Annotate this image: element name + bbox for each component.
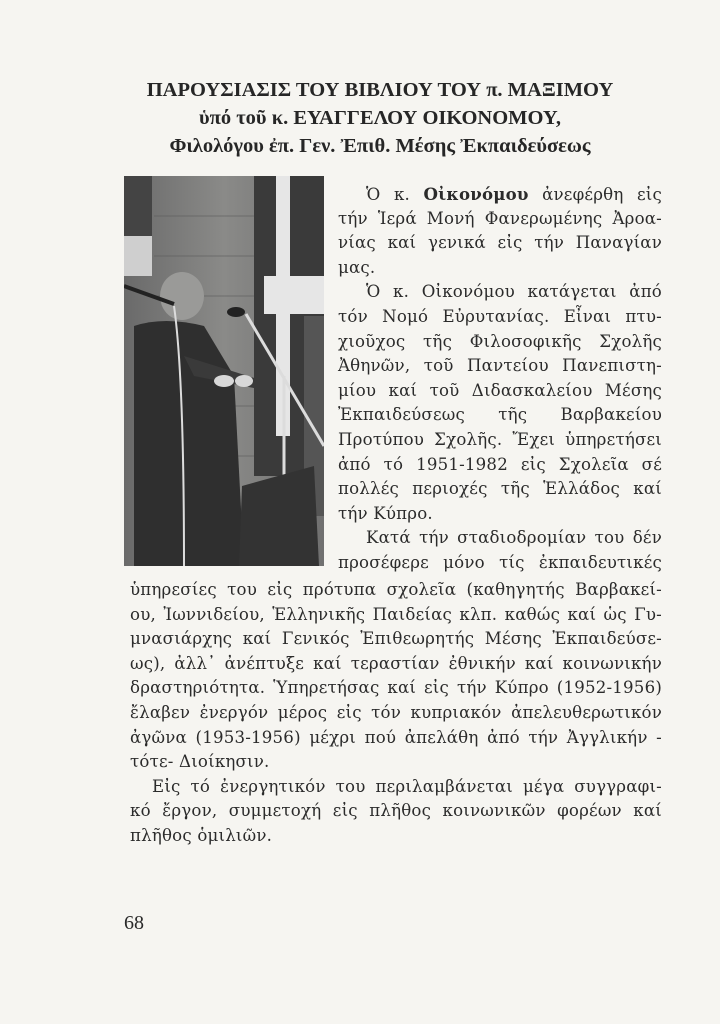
paragraph-2-line: τήν Κύπρο. bbox=[338, 503, 433, 523]
paragraph-2-line: Ἀθηνῶν, τοῦ Παντείου Πανεπιστη- bbox=[338, 356, 662, 376]
paragraph-3-line: προσέφερε μόνο τίς ἐκπαιδευτικές bbox=[338, 552, 662, 572]
paragraph-2-line: ἀπό τό 1951-1982 εἰς Σχολεῖα σέ bbox=[338, 454, 662, 474]
title-line-2: ὑπό τοῦ κ. ΕΥΑΓΓΕΛΟΥ ΟΙΚΟΝΟΜΟΥ, bbox=[198, 107, 561, 129]
paragraph-3-line: τότε- Διοίκησιν. bbox=[130, 752, 270, 772]
paragraph-1-line-1 bbox=[338, 182, 662, 207]
paragraph-2-line: Ὁ κ. Οἰκονόμου κατάγεται ἀπό bbox=[366, 282, 662, 302]
paragraph-3-line: δραστηριότητα. Ὑπηρετήσας καί εἰς τήν Κύπρο (1952-1956) bbox=[130, 678, 662, 698]
paragraph-4-line: Εἰς τό ἐνεργητικόν του περιλαμβάνεται μέγα συγγραφι- bbox=[152, 776, 662, 796]
paragraph-2-line: Προτύπου Σχολῆς. Ἔχει ὑπηρετήσει bbox=[338, 429, 662, 449]
paragraph-2-line: Ἐκπαιδεύσεως τῆς Βαρβακείου bbox=[338, 405, 662, 425]
paragraph-1-line: μας. bbox=[338, 257, 376, 277]
paragraph-3-line: ὑπηρεσίες του εἰς πρότυπα σχολεῖα (καθηγητής Βαρβακεί- bbox=[130, 580, 662, 599]
paragraph-1-prefix: Ὁ κ. bbox=[366, 185, 424, 204]
paragraph-2-line: μίου καί τοῦ Διδασκαλείου Μέσης bbox=[338, 380, 662, 400]
speaker-photo-graphic bbox=[124, 176, 324, 566]
paragraph-4-line: πλῆθος ὁμιλιῶν. bbox=[130, 825, 273, 845]
paragraph-2-line: πολλές περιοχές τῆς Ἑλλάδος καί bbox=[338, 479, 662, 499]
paragraph-1-first-line-rest: ἀνεφέρθη εἰς bbox=[528, 185, 662, 204]
paragraph-3-line: Κατά τήν σταδιοδρομίαν του δέν bbox=[366, 528, 662, 548]
page-number: 68 bbox=[124, 912, 144, 934]
title-line-1: ΠΑΡΟΥΣΙΑΣΙΣ ΤΟΥ ΒΙΒΛΙΟΥ ΤΟΥ π. ΜΑΞΙΜΟΥ bbox=[146, 79, 614, 101]
paragraph-3-line: ου, Ἰωννιδείου, Ἑλληνικῆς Παιδείας κλπ. καθώς καί ὡς Γυ- bbox=[130, 604, 662, 624]
paragraph-2-line: τόν Νομό Εὐρυτανίας. Εἶναι πτυ- bbox=[338, 306, 662, 326]
paragraph-3-line: ως), ἀλλ᾽ ἀνέπτυξε καί τεραστίαν ἐθνικήν καί κοινωνικήν bbox=[130, 653, 662, 673]
title-line-3: Φιλολόγου ἐπ. Γεν. Ἐπιθ. Μέσης Ἐκπαιδεύσεως bbox=[169, 135, 591, 157]
bold-name: Οἰκονόμου bbox=[423, 184, 529, 204]
paragraph-1-line: τήν Ἱερά Μονή Φανερωμένης Ἀροα- bbox=[338, 208, 662, 228]
paragraph-3-line: ἔλαβεν ἐνεργόν μέρος εἰς τόν κυπριακόν ἀπελευθερωτικόν bbox=[130, 702, 662, 722]
full-width-text bbox=[130, 578, 662, 849]
paragraph-4-line: κό ἔργον, συμμετοχή εἰς πλῆθος κοινωνικῶν φορέων καί bbox=[130, 801, 662, 821]
right-column-text bbox=[338, 182, 662, 576]
paragraph-1-line: νίας καί γενικά εἰς τήν Παναγίαν bbox=[338, 233, 662, 253]
paragraph-3-line: ἀγῶνα (1953-1956) μέχρι πού ἀπελάθη ἀπό τήν Ἀγγλικήν - bbox=[130, 727, 662, 747]
speaker-photo bbox=[124, 176, 324, 566]
paragraph-2-line: χιοῦχος τῆς Φιλοσοφικῆς Σχολῆς bbox=[338, 331, 662, 351]
page-title bbox=[110, 76, 650, 160]
paragraph-3-line: μνασιάρχης καί Γενικός Ἐπιθεωρητής Μέσης Ἐκπαιδεύσε- bbox=[130, 629, 662, 649]
